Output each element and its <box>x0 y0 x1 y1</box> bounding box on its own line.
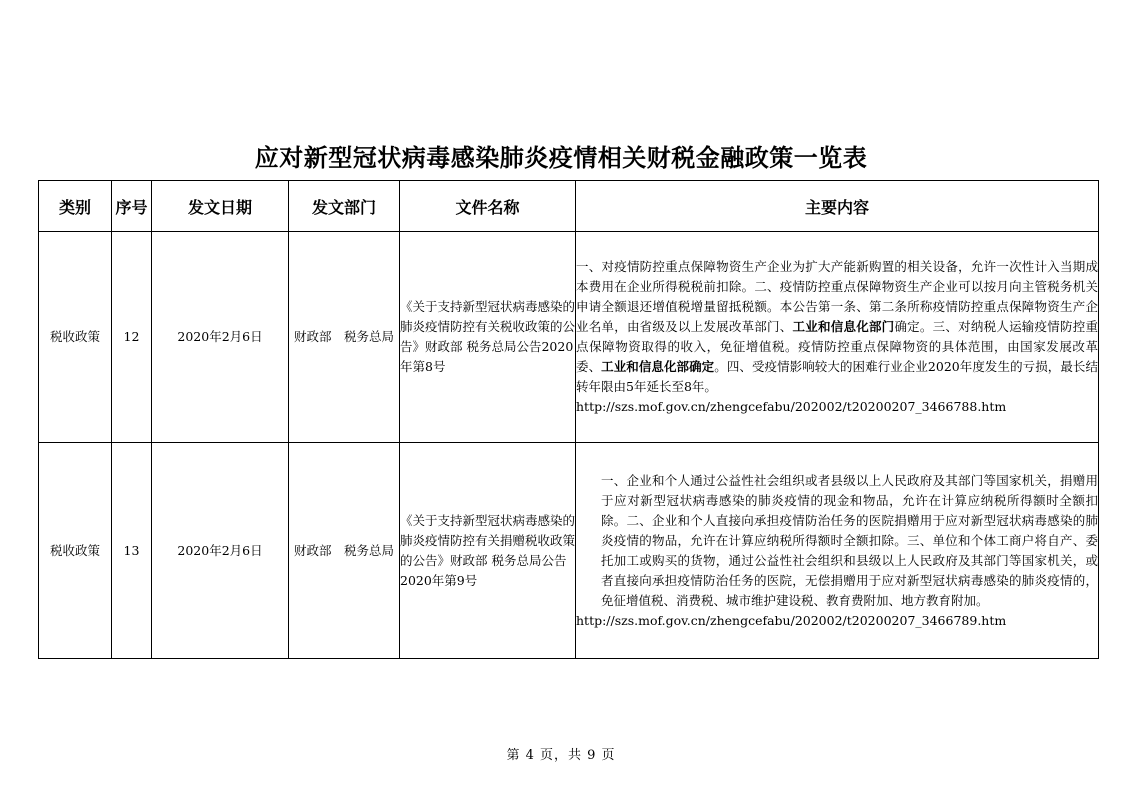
content-text: 一、企业和个人通过公益性社会组织或者县级以上人民政府及其部门等国家机关，捐赠用于应对新型冠状病毒感染的肺炎疫情的现金和物品，允许在计算应纳税所得额时全额扣除。二、企业和个人直接向承担疫情防治任务的医院捐赠用于应对新型冠状病毒感染的肺炎疫情的物品，允许在计算应纳税所得额时全额扣除。三、单位和个体工商户将自产、委托加工或购买的货物，通过公益性社会组织和县级以上人民政府及其部门等国家机关，或者直接向承担疫情防治任务的医院，无偿捐赠用于应对新型冠状病毒感染的肺炎疫情的，免征增值税、消费税、城市维护建设税、教育费附加、地方教育附加。 <box>601 472 1098 608</box>
cell-content <box>576 443 1099 659</box>
cell-seq: 12 <box>112 232 152 443</box>
header-doc-name: 文件名称 <box>400 181 576 232</box>
cell-department: 财政部 税务总局 <box>289 443 400 659</box>
cell-department: 财政部 税务总局 <box>289 232 400 443</box>
policy-table <box>38 180 1099 659</box>
cell-date: 2020年2月6日 <box>152 232 289 443</box>
cell-category: 税收政策 <box>39 443 112 659</box>
cell-doc-name: 《关于支持新型冠状病毒感染的肺炎疫情防控有关税收政策的公告》财政部 税务总局公告2020年第8号 <box>400 232 576 443</box>
content-bold-text: 工业和信息化部门 <box>792 319 895 334</box>
cell-seq: 13 <box>112 443 152 659</box>
header-department: 发文部门 <box>289 181 400 232</box>
table-row <box>39 232 1099 443</box>
header-content: 主要内容 <box>576 181 1099 232</box>
content-url[interactable]: http://szs.mof.gov.cn/zhengcefabu/202002/t20200207_3466788.htm <box>576 399 1007 414</box>
content-bold-text: 工业和信息化部确定 <box>601 359 715 374</box>
table-row <box>39 443 1099 659</box>
header-category: 类别 <box>39 181 112 232</box>
cell-doc-name: 《关于支持新型冠状病毒感染的肺炎疫情防控有关捐赠税收政策的公告》财政部 税务总局公告2020年第9号 <box>400 443 576 659</box>
content-text: 一、对疫情防控重点保障物资生产企业为扩大产能新购置的相关设备，允许一次性计入当期成本费用在企业所得税税前扣除。二、疫情防控重点保障物资生产企业可以按月向主管税务机关申请全额退还增值税增量留抵税额。本公告第一条、第二条所称疫情防控重点保障物资生产企业名单，由省级及以上发展改革部门、 <box>576 259 1098 334</box>
page-title: 应对新型冠状病毒感染肺炎疫情相关财税金融政策一览表 <box>254 144 868 172</box>
cell-category: 税收政策 <box>39 232 112 443</box>
content-text: 。四、受疫情影响较大的困难行业企业2020年度发生的亏损，最长结转年限由5年延长至8年。 <box>576 359 1098 394</box>
header-seq: 序号 <box>112 181 152 232</box>
table-header-row <box>39 181 1099 232</box>
cell-content <box>576 232 1099 443</box>
content-text: 确定。三、对纳税人运输疫情防控重点保障物资取得的收入，免征增值税。疫情防控重点保障物资的具体范围，由国家发展改革委、 <box>576 319 1098 374</box>
cell-date: 2020年2月6日 <box>152 443 289 659</box>
content-url[interactable]: http://szs.mof.gov.cn/zhengcefabu/202002/t20200207_3466789.htm <box>576 612 1007 628</box>
header-date: 发文日期 <box>152 181 289 232</box>
page-footer: 第 4 页，共 9 页 <box>506 748 616 763</box>
